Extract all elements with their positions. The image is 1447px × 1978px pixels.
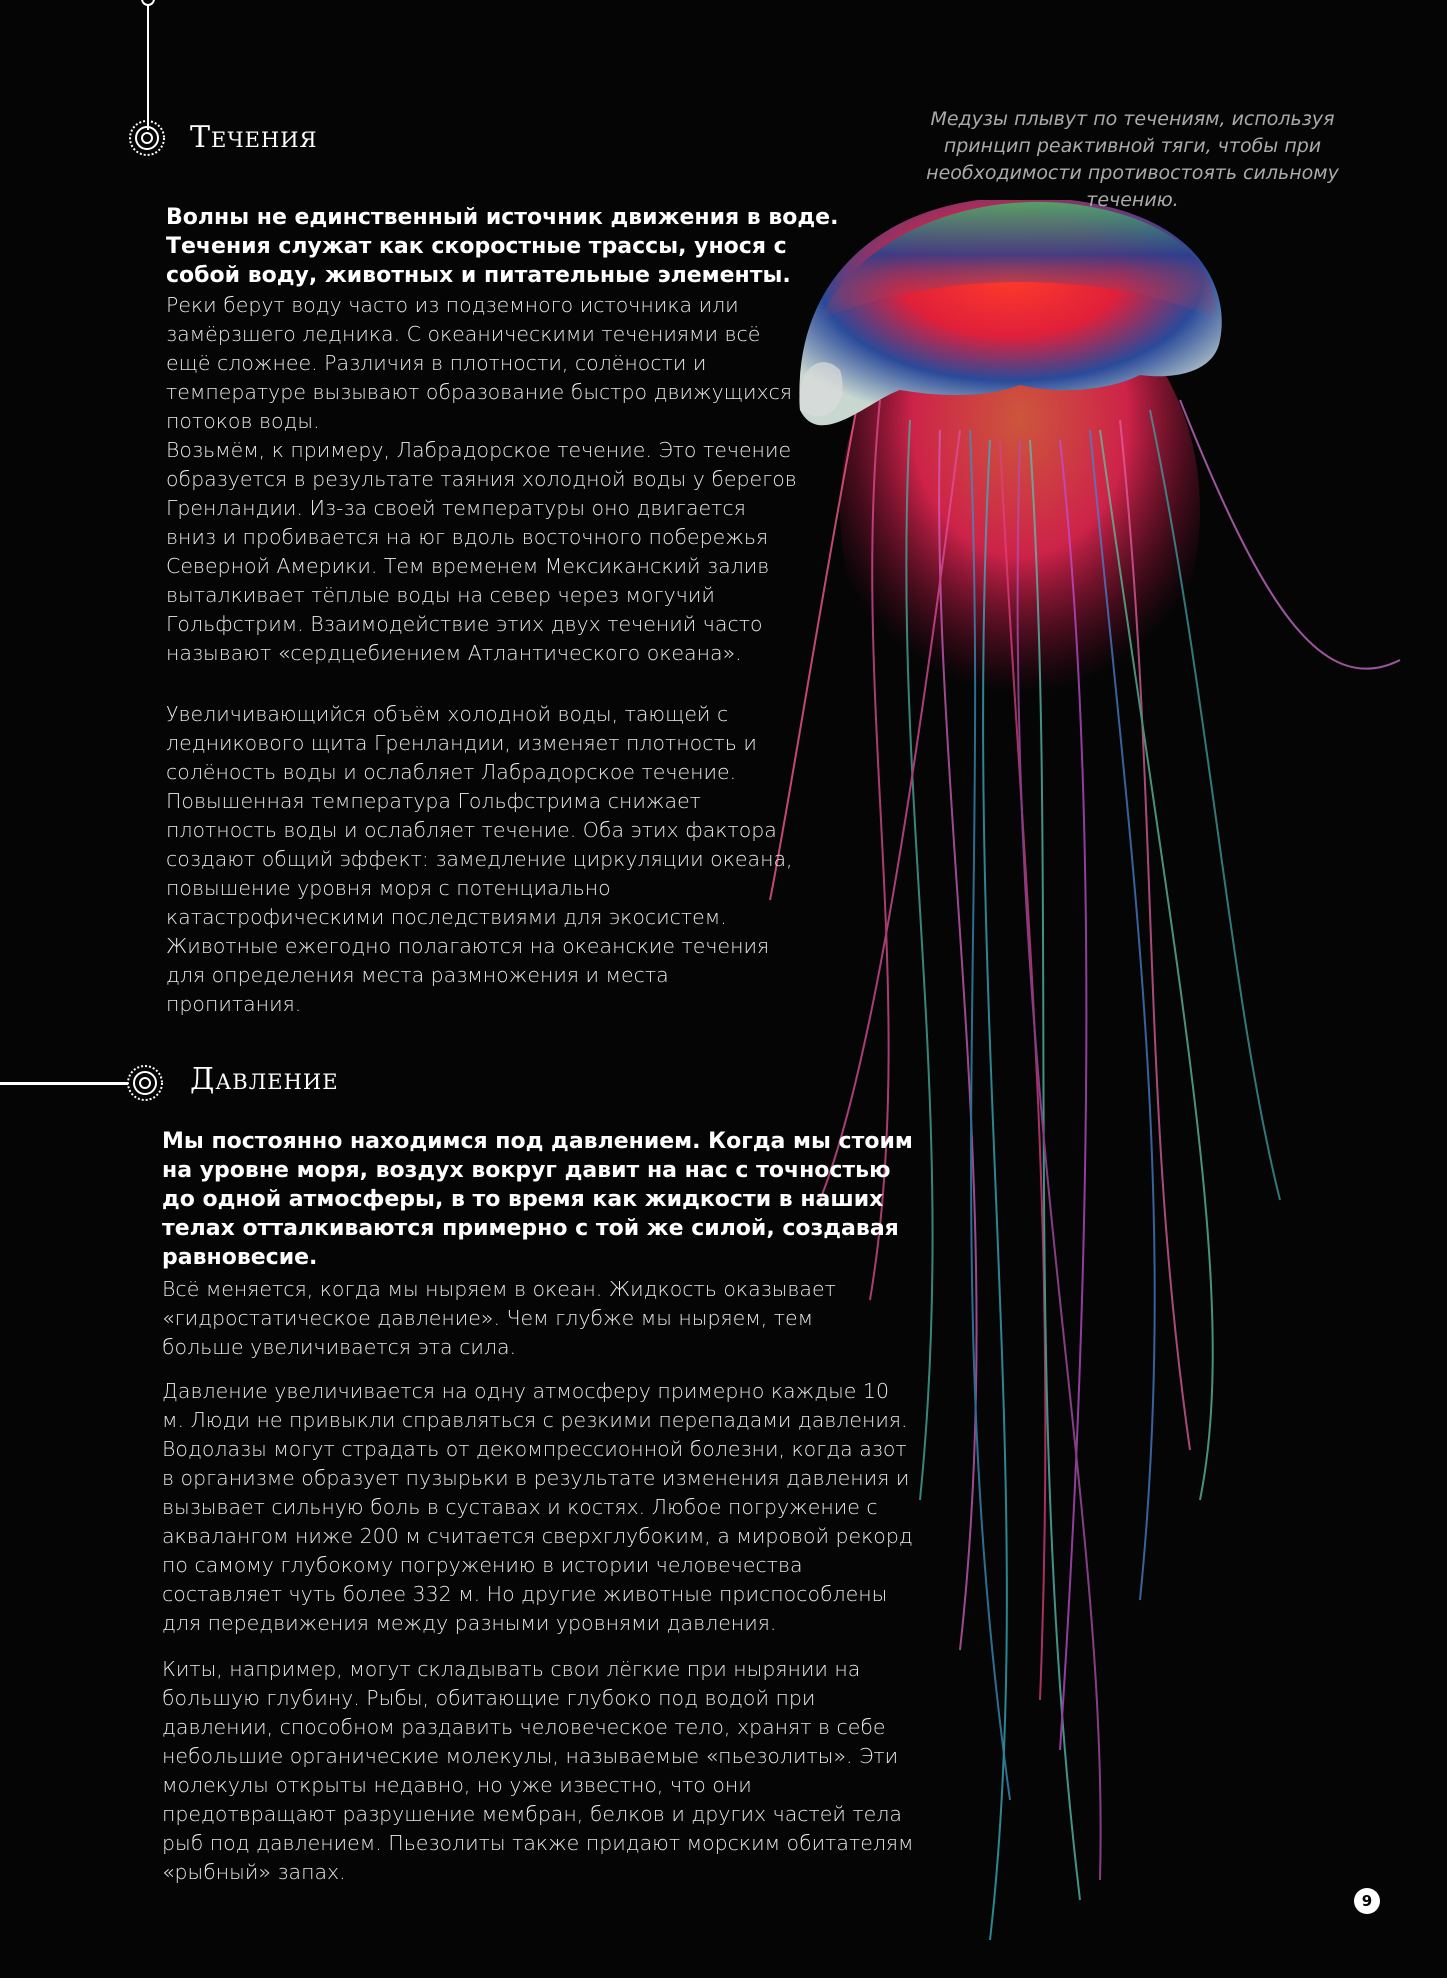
section1-paragraph-3: Увеличивающийся объём холодной воды, тающей с ледникового щита Гренландии, изменяет плотность и солёность воды и ослабляет Лабрадорское течение. Повышенная температура Гольфстрима снижает плотность воды и ослабляет течение. Оба этих фактора создают общий эффект: замедление циркуляции океана, повышение уровня моря с потенциально катастрофическими последствиями для экосистем. Животные ежегодно полагаются на океанские течения для определения места размножения и места пропитания. <box>166 702 793 1016</box>
timeline-line-top <box>147 0 149 130</box>
timeline-dot-top <box>141 0 155 6</box>
section-title-pressure: Давление <box>190 1062 339 1097</box>
section-marker-icon <box>125 1063 165 1103</box>
section1-paragraph-2: Возьмём, к примеру, Лабрадорское течение. Это течение образуется в результате таяния холодной воды у берегов Гренландии. Из-за своей температуры оно двигается вниз и пробивается на юг вдоль восточного побережья Северной Америки. Тем временем Мексиканский залив выталкивает тёплые воды на север через могучий Гольфстрим. Взаимодействие этих двух течений часто называют «сердцебиением Атлантического океана». <box>166 438 797 665</box>
timeline-line-mid <box>0 1082 128 1085</box>
section2-paragraph-1: Всё меняется, когда мы ныряем в океан. Жидкость оказывает «гидростатическое давление». Чем глубже мы ныряем, тем больше увеличивается эта сила. <box>162 1277 836 1359</box>
section2-paragraph-3: Киты, например, могут складывать свои лёгкие при нырянии на большую глубину. Рыбы, обитающие глубоко под водой при давлении, способном раздавить человеческое тело, хранят в себе небольшие органические молекулы, называемые «пьезолиты». Эти молекулы открыты недавно, но уже известно, что они предотвращают разрушение мембран, белков и других частей тела рыб под давлением. Пьезолиты также придают морским обитателям «рыбный» запах. <box>162 1657 914 1884</box>
section-marker-icon <box>127 118 167 158</box>
section2-paragraph-2: Давление увеличивается на одну атмосферу примерно каждые 10 м. Люди не привыкли справляться с резкими перепадами давления. Водолазы могут страдать от декомпрессионной болезни, когда азот в организме образует пузырьки в результате изменения давления и вызывает сильную боль в суставах и костях. Любое погружение с аквалангом ниже 200 м считается сверхглубоким, а мировой рекорд по самому глубокому погружению в истории человечества составляет чуть более 332 м. Но другие животные приспособлены для передвижения между разными уровнями давления. <box>162 1379 913 1635</box>
section2-lead: Мы постоянно находимся под давлением. Когда мы стоим на уровне моря, воздух вокруг давит на нас с точностью до одной атмосферы, в то время как жидкости в наших телах отталкиваются примерно с той же силой, создавая равновесие. <box>162 1129 913 1270</box>
section1-paragraph-1: Реки берут воду часто из подземного источника или замёрзшего ледника. С океаническими течениями всё ещё сложнее. Различия в плотности, солёности и температуре вызывают образование быстро движущихся потоков воды. <box>166 293 793 433</box>
photo-caption: Медузы плывут по течениям, используя принцип реактивной тяги, чтобы при необходимости противостоять сильному течению. <box>926 108 1339 211</box>
section1-lead: Волны не единственный источник движения в воде. Течения служат как скоростные трассы, унося с собой воду, животных и питательные элементы. <box>166 205 839 288</box>
page-number: 9 <box>1354 1888 1380 1914</box>
section-title-currents: Течения <box>190 120 318 155</box>
